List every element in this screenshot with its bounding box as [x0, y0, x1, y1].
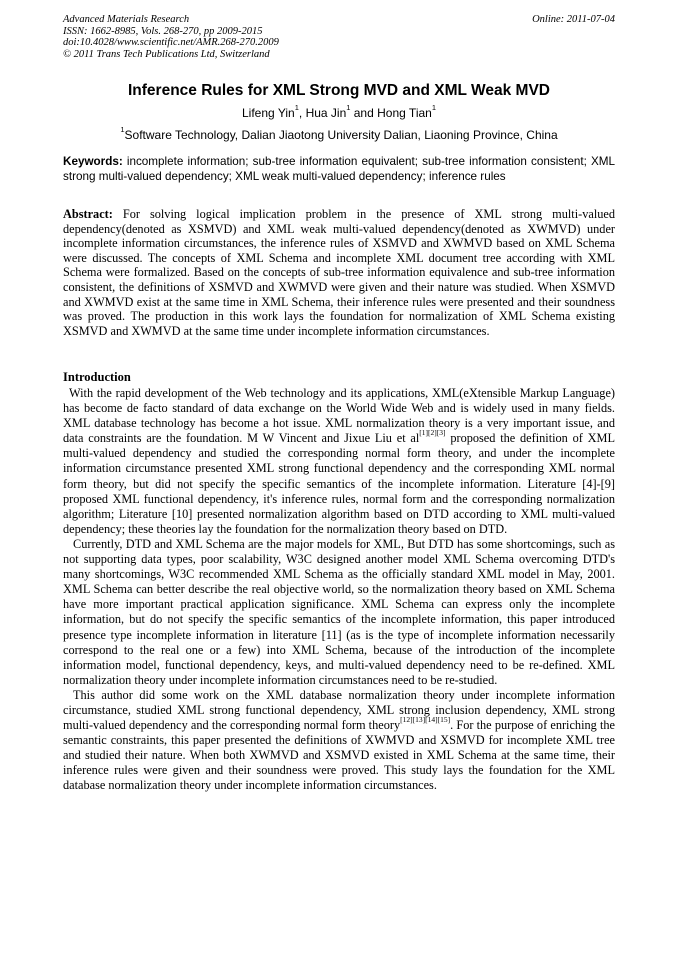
author-list	[0, 103, 678, 120]
affiliation-mark: 1	[120, 125, 125, 134]
author-separator: and	[350, 106, 378, 120]
online-date: Online: 2011-07-04	[532, 14, 615, 25]
abstract-block	[63, 207, 615, 338]
introduction-body	[63, 386, 615, 794]
citation-refs: [12][13][14][15]	[400, 715, 451, 725]
abstract-text: For solving logical implication problem in the presence of XML strong multi-valued dependency(denoted as XSMVD) and XML weak multi-valued dependency(denoted as XWMVD) under incomplete information circumstances, the inference rules of XSMVD and XWMVD based on XML Schema were discussed. The concepts of XML Schema and incomplete XML document tree according with XML Schema were formalized. Based on the concepts of sub-tree information equivalence and sub-tree information consistent, the definitions of XSMVD and XWMVD were given and their nature was studied. When XSMVD and XWMVD exist at the same time in XML Schema, their inference rules were presented and their soundness was proved. The production in this work lays the foundation for normalization of XML Schema existing XSMVD and XWMVD at the same time under incomplete information circumstances.	[63, 207, 615, 338]
author-affiliation-mark: 1	[346, 103, 351, 112]
author-separator: ,	[298, 106, 306, 120]
paragraph-text: . For the purpose of enriching the semantic constraints, this paper presented the definitions of XWMVD and XSMVD for incomplete XML tree and studied their nature. When both XWMVD and XSMVD existed in XML Schema at the same time, their inference rules were given and their soundness were proved. This study lays the foundation for the XML database normalization theory under incomplete information circumstances.	[63, 718, 615, 793]
keywords-label: Keywords:	[63, 155, 123, 168]
abstract-label: Abstract:	[63, 207, 113, 221]
paper-title: Inference Rules for XML Strong MVD and XML Weak MVD	[127, 82, 550, 99]
copyright-line: © 2011 Trans Tech Publications Ltd, Switzerland	[63, 48, 270, 60]
journal-name: Advanced Materials Research	[63, 14, 190, 25]
body-paragraph	[63, 386, 615, 537]
affiliation	[0, 125, 678, 142]
author-affiliation-mark: 1	[294, 103, 299, 112]
author-name: Hong Tian	[377, 106, 432, 120]
section-heading-introduction: Introduction	[63, 370, 131, 384]
affiliation-text: Software Technology, Dalian Jiaotong University Dalian, Liaoning Province, China	[124, 128, 558, 142]
author-affiliation-mark: 1	[431, 103, 436, 112]
issn-line: ISSN: 1662-8985, Vols. 268-270, pp 2009-2015	[63, 25, 263, 37]
journal-header	[63, 14, 615, 60]
body-paragraph: Currently, DTD and XML Schema are the major models for XML, But DTD has some shortcomings, such as not supporting data types, poor scalability, W3C designed another model XML Schema overcoming DTD's many shortcomings, W3C recommended XML Schema as the officially standard XML model in May, 2001. XML Schema can better describe the real objective world, so the normalization theory based on XML Schema have more important practical application significance. XML Schema can express only the incomplete information, but do not specify the specific semantics of the incomplete information, this paper introduced presence type incomplete information in literature [11] (as is the type of incomplete information necessarily correspond to the real one or a few) into XML Schema, because of the introduction of the incomplete information model, functional dependency, keys, and multi-valued dependency need to be re-defined. XML normalization theory under incomplete information circumstances need to be re-studied.	[63, 536, 615, 687]
doi-line: doi:10.4028/www.scientific.net/AMR.268-270.2009	[63, 37, 279, 48]
author-name: Hua Jin	[305, 106, 347, 120]
paragraph-text: This author did some work on the XML database normalization theory under incomplete information circumstance, studied XML strong functional dependency, XML strong inclusion dependency, XML strong multi-valued dependency and the corresponding normal form theory	[63, 687, 615, 733]
body-paragraph	[63, 688, 615, 794]
keywords-block	[63, 155, 615, 184]
paragraph-text: With the rapid development of the Web technology and its applications, XML(eXtensible Markup Language) has become de facto standard of data exchange on the World Wide Web and is widely used in many fields. XML database technology has become a hot issue. XML normalization theory is a very important issue, and data constraints are the foundation. M W Vincent and Jixue Liu et al	[63, 386, 615, 446]
citation-refs: [1][2][3]	[419, 428, 446, 438]
paragraph-text: proposed the definition of XML multi-valued dependency and studied the corresponding normal form theory, and under the incomplete information circumstance presented XML strong functional dependency and the corresponding XML normal form theory, but did not specify the specific semantics of the incomplete information. Literature [4]-[9] proposed XML functional dependency, it's inference rules, normal form and the corresponding normalization algorithm; Literature [10] presented normalization algorithm based on DTD according to XML multi-valued dependency; these theories lay the foundation for the normalization theory based on DTD.	[63, 431, 615, 536]
keywords-text: incomplete information; sub-tree information equivalent; sub-tree information consistent; XML strong multi-valued dependency; XML weak multi-valued dependency; inference rules	[63, 155, 615, 183]
author-name: Lifeng Yin	[242, 106, 295, 120]
